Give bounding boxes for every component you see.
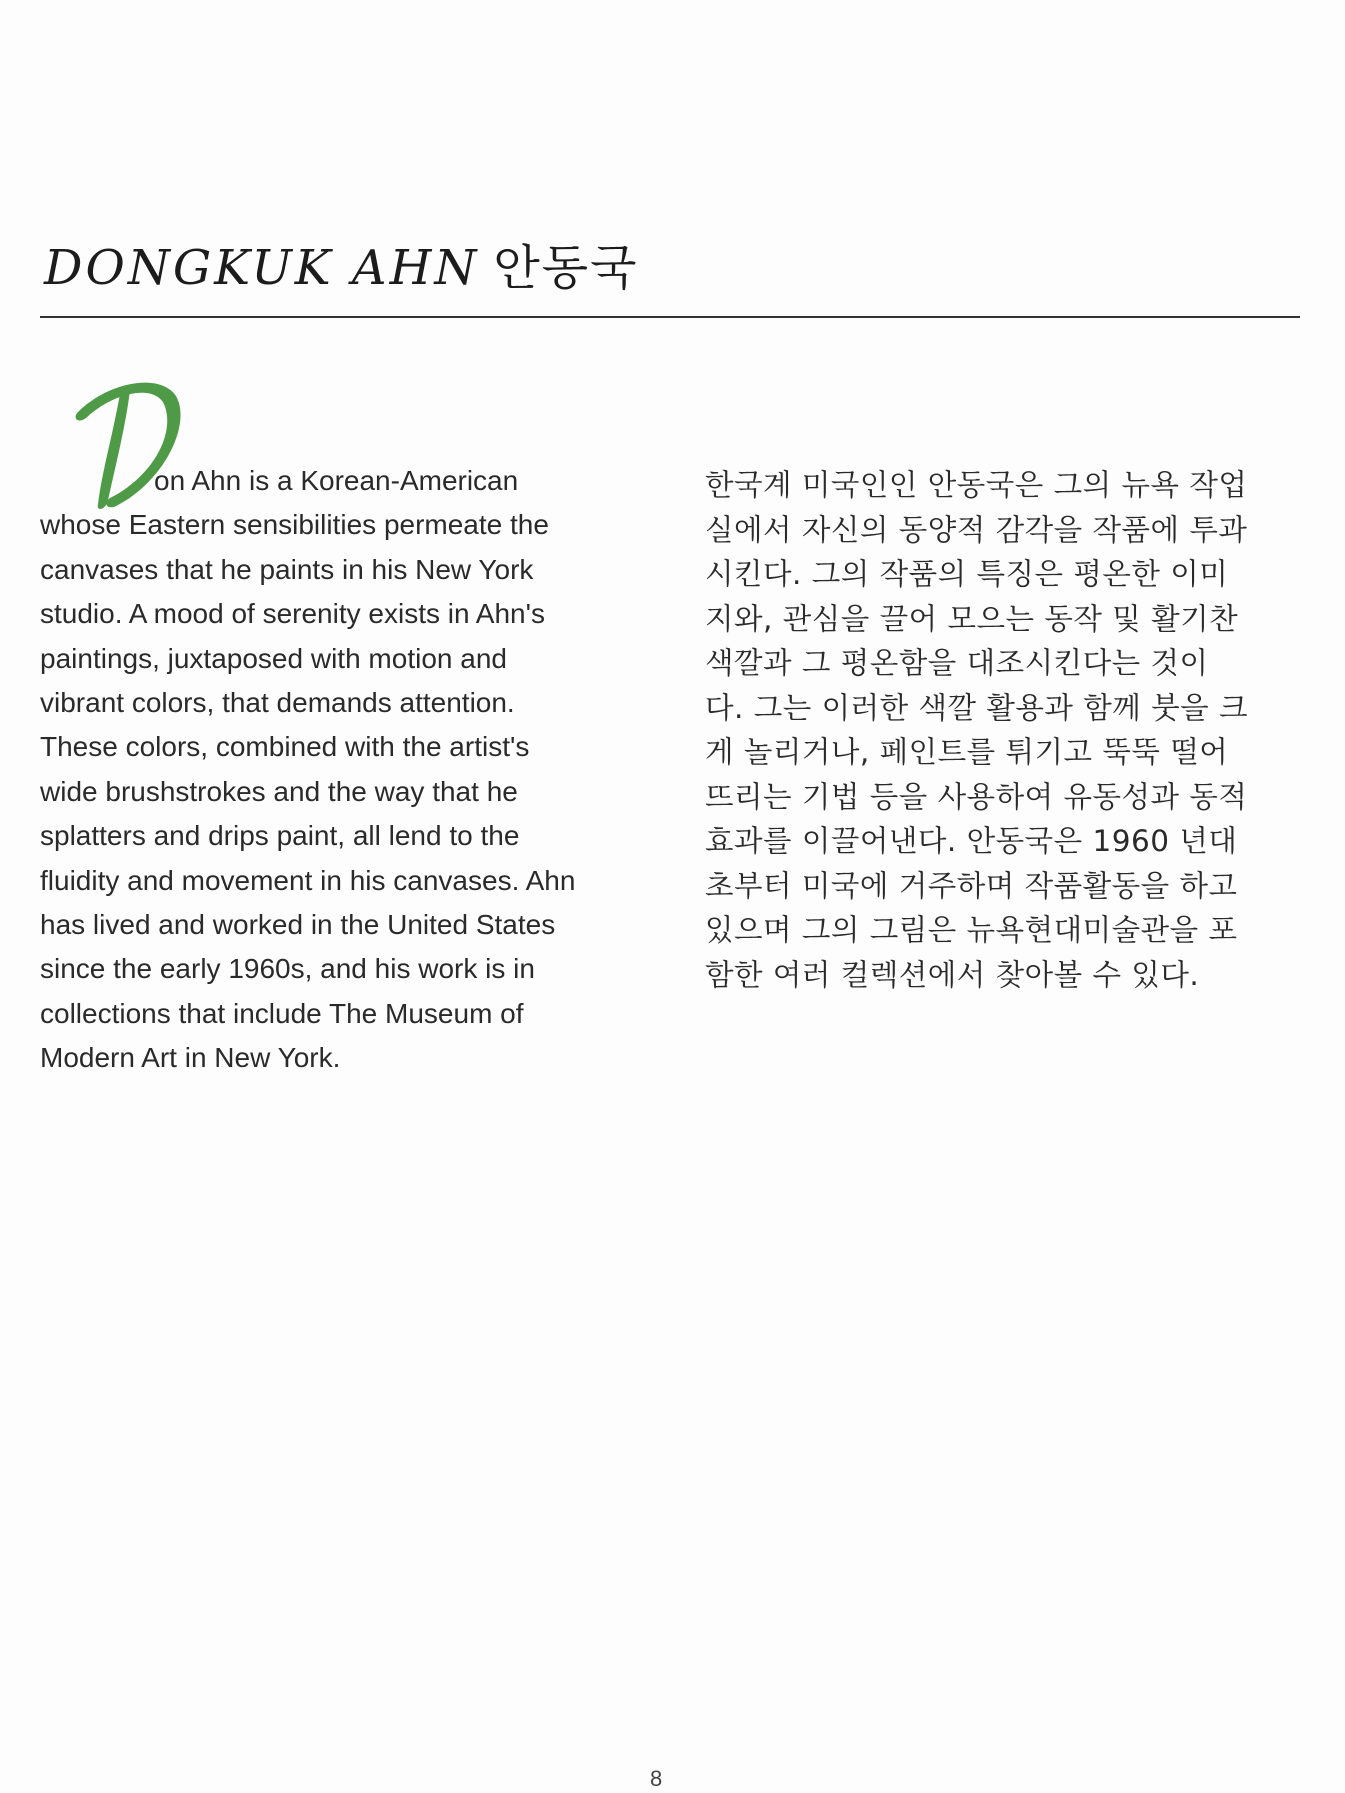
english-line: Modern Art in New York. (40, 1042, 341, 1074)
english-line: splatters and drips paint, all lend to the (40, 820, 520, 852)
english-line: wide brushstrokes and the way that he (40, 775, 518, 807)
english-line: since the early 1960s, and his work is in (40, 953, 535, 985)
title-korean: 안동국 (493, 240, 639, 296)
english-line: collections that include The Museum of (40, 997, 524, 1029)
korean-line: 실에서 자신의 동양적 감각을 작품에 투과 (705, 512, 1248, 547)
korean-line: 있으며 그의 그림은 뉴욕현대미술관을 포 (705, 913, 1238, 947)
korean-line: 초부터 미국에 거주하며 작품활동을 하고 (705, 868, 1238, 903)
english-line: paintings, juxtaposed with motion and (40, 642, 507, 674)
korean-line: 시킨다. 그의 작품의 특징은 평온한 이미 (705, 557, 1229, 591)
korean-line: 효과를 이끌어낸다. 안동국은 1960 년대 (705, 824, 1238, 858)
title-divider (40, 316, 1300, 318)
korean-line: 다. 그는 이러한 색깔 활용과 함께 붓을 크 (705, 690, 1248, 725)
english-line: has lived and worked in the United States (40, 909, 556, 941)
english-line: studio. A mood of serenity exists in Ahn's (40, 598, 545, 630)
english-line: These colors, combined with the artist's (40, 731, 530, 763)
korean-text (705, 463, 1305, 997)
page-title (44, 238, 639, 298)
korean-line: 색깔과 그 평온함을 대조시킨다는 것이 (705, 646, 1209, 680)
title-english: DONGKUK AHN (44, 240, 480, 296)
korean-line: 게 놀리거나, 페인트를 튀기고 뚝뚝 떨어 (705, 735, 1229, 769)
korean-line: 한국계 미국인인 안동국은 그의 뉴욕 작업 (705, 468, 1248, 502)
english-text (40, 459, 630, 1081)
page-number: 8 (650, 1766, 663, 1791)
english-line: canvases that he paints in his New York (40, 553, 534, 585)
english-line: on Ahn is a Korean-American (154, 465, 519, 496)
english-line: vibrant colors, that demands attention. (40, 687, 515, 719)
korean-line: 함한 여러 컬렉션에서 찾아볼 수 있다. (705, 957, 1200, 992)
korean-line: 뜨리는 기법 등을 사용하여 유동성과 동적 (705, 779, 1248, 814)
english-line: whose Eastern sensibilities permeate the (40, 509, 549, 541)
korean-line: 지와, 관심을 끌어 모으는 동작 및 활기찬 (705, 601, 1239, 636)
english-line: fluidity and movement in his canvases. Ahn (40, 864, 576, 896)
